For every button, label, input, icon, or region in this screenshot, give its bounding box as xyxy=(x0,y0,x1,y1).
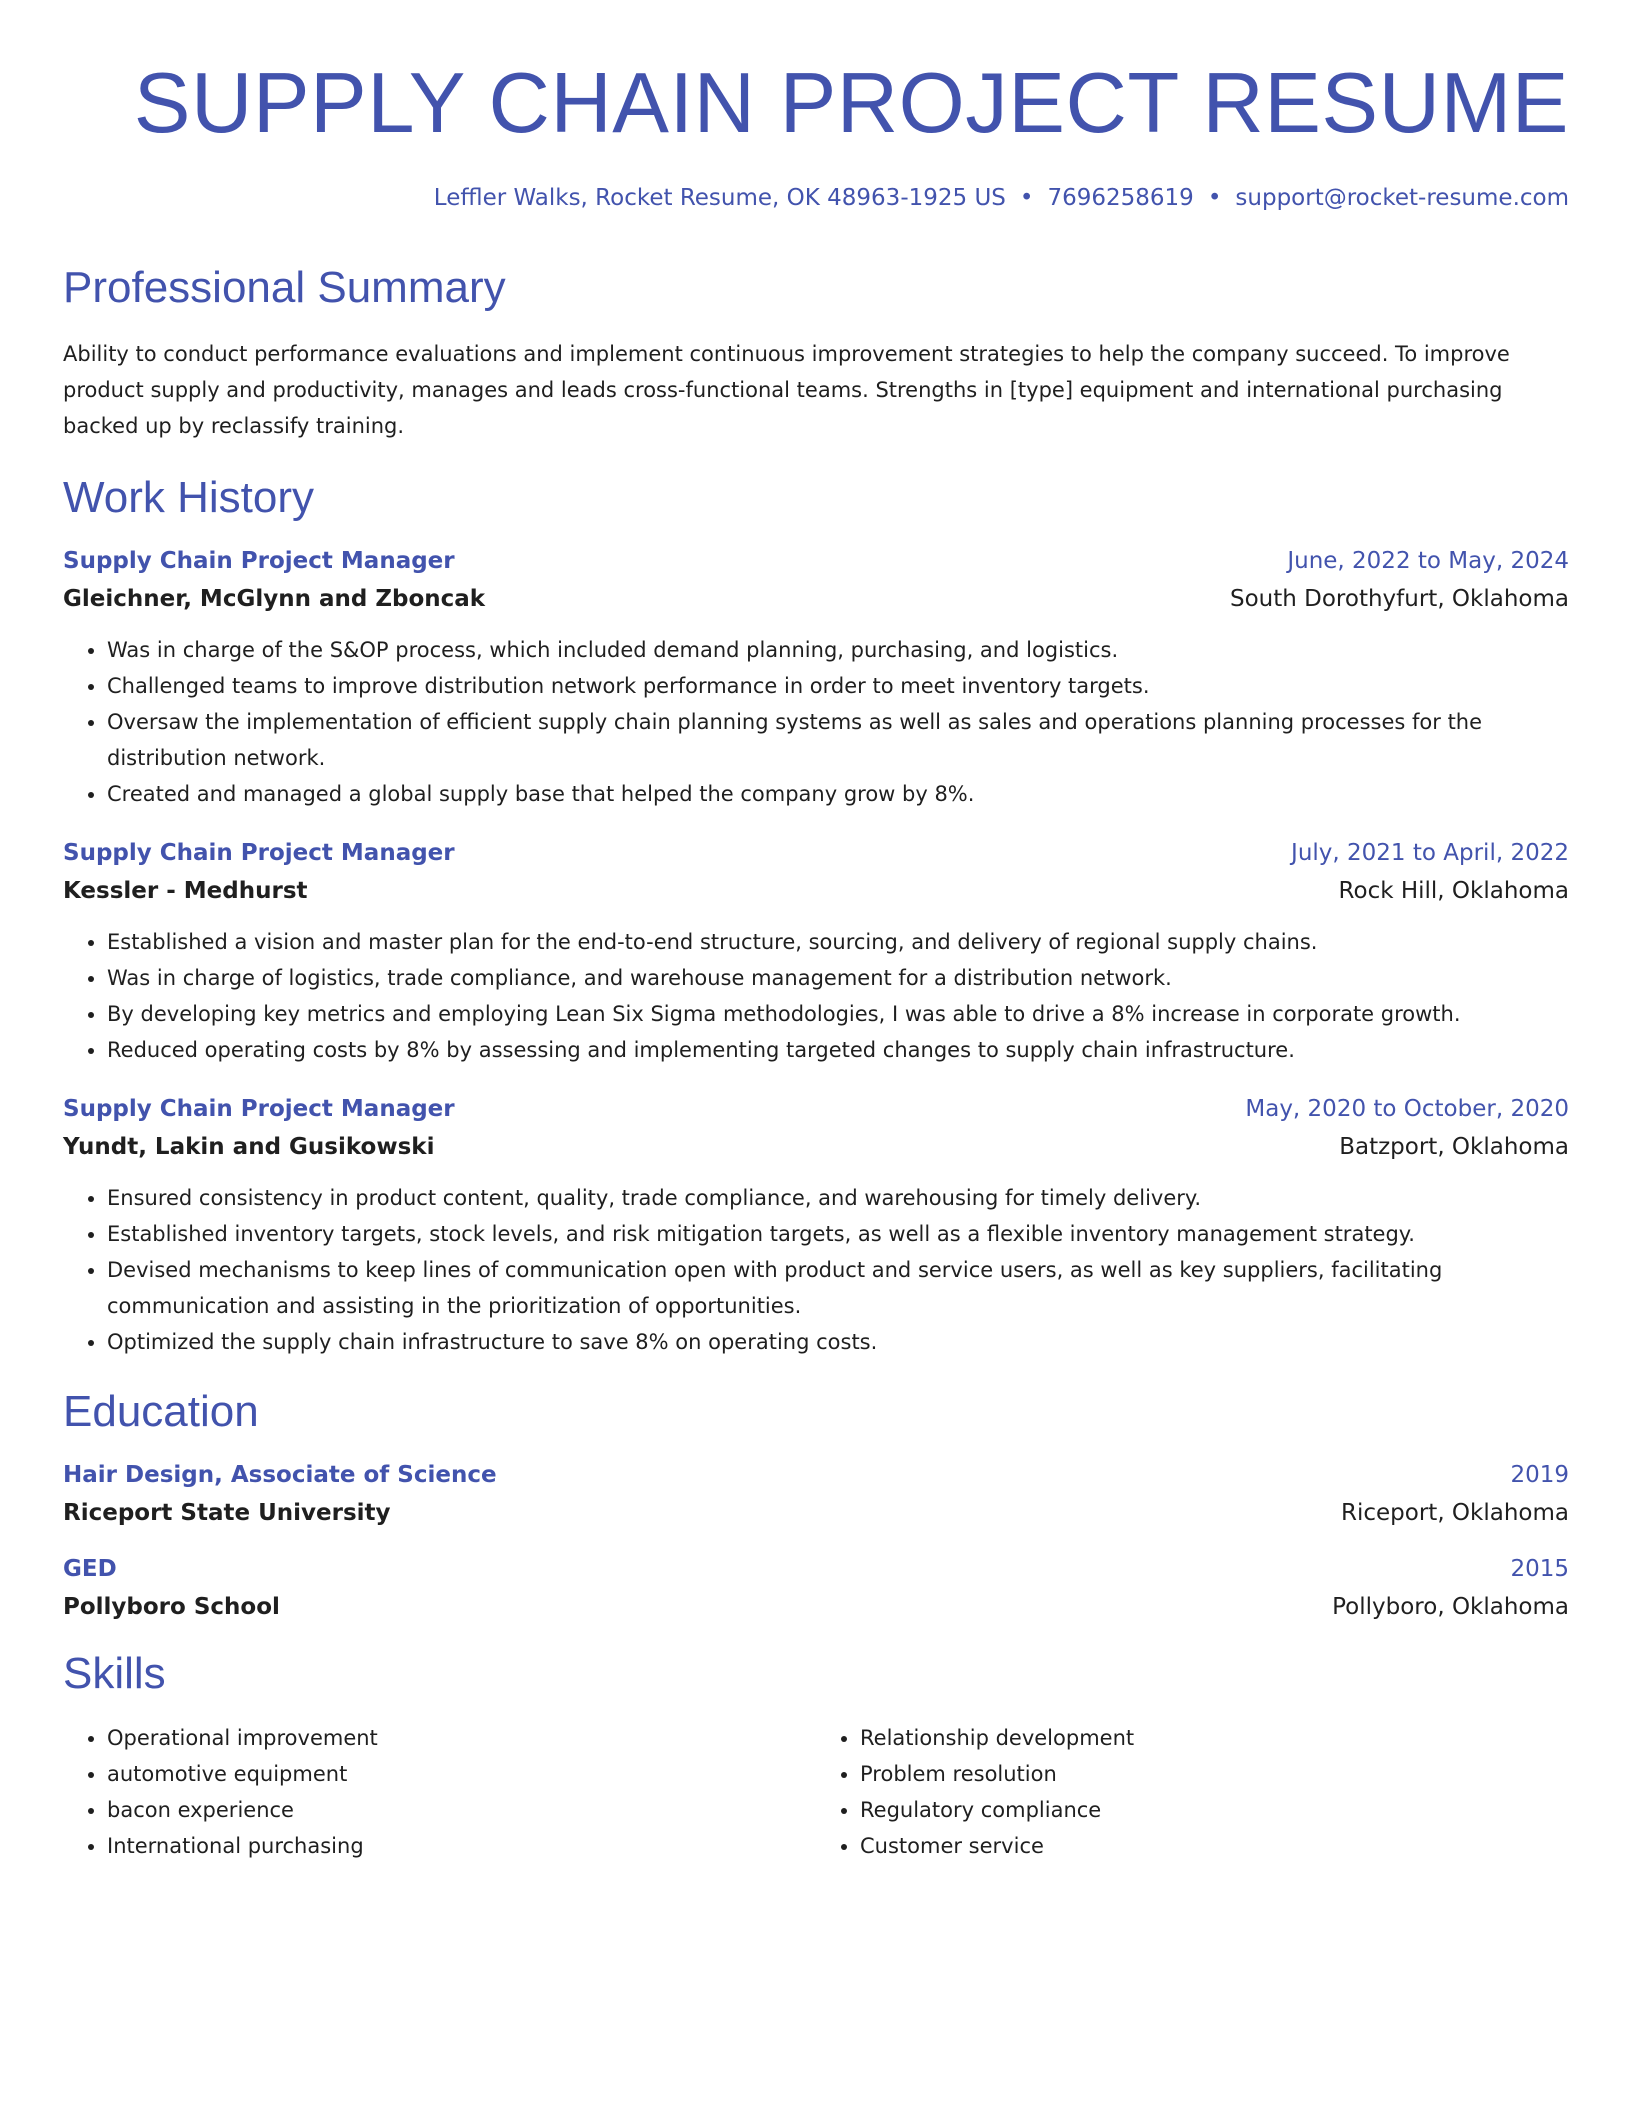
job-dates: May, 2020 to October, 2020 xyxy=(1245,1096,1569,1122)
job-bullet: • Challenged teams to improve distribution network performance in order to meet inventory targets. xyxy=(107,668,1569,704)
skill-item: • Operational improvement xyxy=(107,1720,816,1756)
skill-item: • automotive equipment xyxy=(107,1756,816,1792)
job-entry xyxy=(63,834,1569,1068)
summary-text: Ability to conduct performance evaluations and implement continuous improvement strategies to help the company succeed. To improve product supply and productivity, manages and leads cross-functional teams. Strengths in [type] equipment and international purchasing backed up by reclassify training. xyxy=(63,342,1510,438)
education-section xyxy=(63,1384,1569,1626)
job-bullets xyxy=(63,924,1569,1068)
job-bullet: • By developing key metrics and employing Lean Six Sigma methodologies, I was able to drive a 8% increase in corporate growth. xyxy=(107,996,1569,1032)
contact-email: support@rocket-resume.com xyxy=(1235,185,1569,211)
job-bullet: • Ensured consistency in product content, quality, trade compliance, and warehousing for timely delivery. xyxy=(107,1180,1569,1216)
contact-phone: 7696258619 xyxy=(1047,185,1194,211)
skill-item: • Problem resolution xyxy=(860,1756,1569,1792)
job-bullet: • Established a vision and master plan for the end-to-end structure, sourcing, and delivery of regional supply chains. xyxy=(107,924,1569,960)
job-bullet: • Created and managed a global supply base that helped the company grow by 8%. xyxy=(107,776,1569,812)
contact-separator: • xyxy=(1207,185,1222,211)
skills-column-left xyxy=(63,1720,816,1864)
job-bullets xyxy=(63,632,1569,812)
skill-item: • Regulatory compliance xyxy=(860,1792,1569,1828)
job-entry xyxy=(63,542,1569,812)
job-company: Yundt, Lakin and Gusikowski xyxy=(63,1134,435,1160)
education-year: 2019 xyxy=(1510,1462,1569,1488)
work-history-section xyxy=(63,470,1569,1360)
education-location: Pollyboro, Oklahoma xyxy=(1332,1594,1569,1620)
job-bullet: • Was in charge of the S&OP process, which included demand planning, purchasing, and logistics. xyxy=(107,632,1569,668)
skills-column-right xyxy=(816,1720,1569,1864)
skills-section xyxy=(63,1646,1569,1864)
job-company: Gleichner, McGlynn and Zboncak xyxy=(63,586,486,612)
job-role: Supply Chain Project Manager xyxy=(63,1096,455,1122)
skill-item: • International purchasing xyxy=(107,1828,816,1864)
job-role: Supply Chain Project Manager xyxy=(63,840,455,866)
skill-item: • bacon experience xyxy=(107,1792,816,1828)
job-role: Supply Chain Project Manager xyxy=(63,548,455,574)
job-bullet: • Devised mechanisms to keep lines of communication open with product and service users, as well as key suppliers, facilitating communication and assisting in the prioritization of opportunities. xyxy=(107,1252,1569,1324)
job-dates: June, 2022 to May, 2024 xyxy=(1287,548,1569,574)
education-location: Riceport, Oklahoma xyxy=(1341,1500,1569,1526)
job-bullet: • Was in charge of logistics, trade compliance, and warehouse management for a distribution network. xyxy=(107,960,1569,996)
summary-section xyxy=(63,260,1569,444)
job-entry xyxy=(63,1090,1569,1360)
job-bullet: • Established inventory targets, stock levels, and risk mitigation targets, as well as a flexible inventory management strategy. xyxy=(107,1216,1569,1252)
job-bullet: • Optimized the supply chain infrastructure to save 8% on operating costs. xyxy=(107,1324,1569,1360)
job-bullet: • Oversaw the implementation of efficient supply chain planning systems as well as sales and operations planning processes for the distribution network. xyxy=(107,704,1569,776)
education-school: Riceport State University xyxy=(63,1500,391,1526)
job-location: South Dorothyfurt, Oklahoma xyxy=(1230,586,1569,612)
education-school: Pollyboro School xyxy=(63,1594,280,1620)
skills-grid xyxy=(63,1720,1569,1864)
summary-heading: Professional Summary xyxy=(63,263,506,312)
work-history-heading: Work History xyxy=(63,473,314,522)
contact-line xyxy=(63,182,1569,214)
job-location: Batzport, Oklahoma xyxy=(1339,1134,1569,1160)
education-heading: Education xyxy=(63,1387,259,1436)
education-degree: GED xyxy=(63,1556,117,1582)
job-location: Rock Hill, Oklahoma xyxy=(1338,878,1569,904)
education-year: 2015 xyxy=(1510,1556,1569,1582)
job-bullet: • Reduced operating costs by 8% by assessing and implementing targeted changes to supply chain infrastructure. xyxy=(107,1032,1569,1068)
education-degree: Hair Design, Associate of Science xyxy=(63,1462,497,1488)
skill-item: • Customer service xyxy=(860,1828,1569,1864)
resume-title: SUPPLY CHAIN PROJECT RESUME xyxy=(133,56,1569,151)
job-company: Kessler - Medhurst xyxy=(63,878,308,904)
job-bullets xyxy=(63,1180,1569,1360)
skill-item: • Relationship development xyxy=(860,1720,1569,1756)
education-entry xyxy=(63,1456,1569,1532)
skills-heading: Skills xyxy=(63,1649,166,1698)
contact-separator: • xyxy=(1019,185,1034,211)
contact-address: Leffler Walks, Rocket Resume, OK 48963-1925 US xyxy=(433,185,1006,211)
education-entry xyxy=(63,1550,1569,1626)
job-dates: July, 2021 to April, 2022 xyxy=(1291,840,1569,866)
